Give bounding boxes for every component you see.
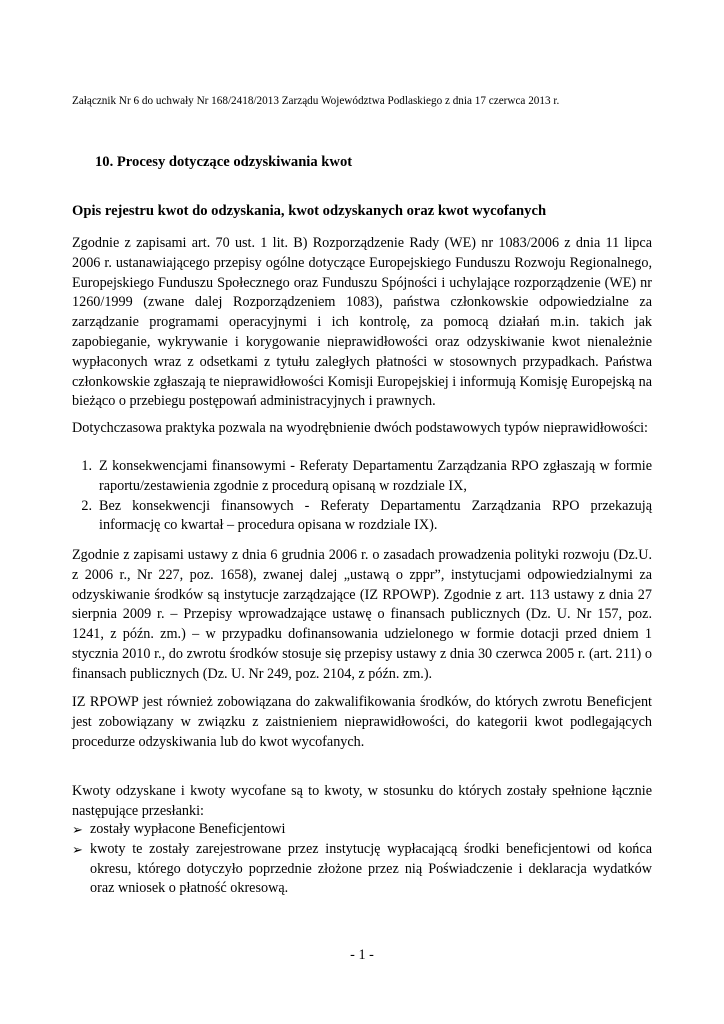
list-marker: 1. [81, 458, 92, 474]
list-item-text: Z konsekwencjami finansowymi - Referaty Departamentu Zarządzania RPO zgłaszają w formie raportu/zestawienia zgodnie z procedurą opisaną w rozdziale IX, [99, 458, 652, 494]
list-item [72, 820, 652, 840]
arrow-bullet-icon: ➢ [72, 841, 83, 857]
list-item [72, 840, 652, 899]
list-item-text: kwoty te zostały zarejestrowane przez instytucję wypłacającą środki beneficjentowi od końca okresu, którego dotyczyło poprzednie złożone przez nią Poświadczenie i deklaracja wydatków oraz wniosek o płatność okresową. [90, 840, 652, 897]
paragraph-practice: Dotychczasowa praktyka pozwala na wyodrębnienie dwóch podstawowych typów nieprawidłowości: [72, 420, 648, 436]
paragraph-regulation: Zgodnie z zapisami art. 70 ust. 1 lit. B) Rozporządzenie Rady (WE) nr 1083/2006 z dnia 11 lipca 2006 r. ustanawiającego przepisy ogólne dotyczące Europejskiego Funduszu Rozwoju Regionalnego, Europejskiego Funduszu Społecznego oraz Funduszu Spójności i uchylające rozporządzenie (WE) nr 1260/1999 (zwane dalej Rozporządzeniem 1083), państwa członkowskie odpowiedzialne za zarządzanie programami operacyjnymi i ich kontrolę, za pomocą działań m.in. takich jak zapobieganie, wykrywanie i korygowanie nieprawidłowości oraz odzyskiwanie kwot nienależnie wypłaconych wraz z odsetkami z tytułu zaległych płatności w stosownych przypadkach. Państwa członkowskie zgłaszają te nieprawidłowości Komisji Europejskiej i informują Komisję Europejską na bieżąco o przebiegu postępowań administracyjnych i prawnych. [72, 235, 652, 410]
arrow-bullet-icon: ➢ [72, 822, 83, 837]
list-item-text: zostały wypłacone Beneficjentowi [90, 821, 286, 837]
paragraph-law: Zgodnie z zapisami ustawy z dnia 6 grudnia 2006 r. o zasadach prowadzenia polityki rozwoju (Dz.U. z 2006 r., Nr 227, poz. 1658), zwanej dalej „ustawą o zppr”, instytucjami odpowiedzialnymi za odzyskiwanie środków są instytucje zarządzające (IZ RPOWP). Zgodnie z art. 113 ustawy z dnia 27 sierpnia 2009 r. – Przepisy wprowadzające ustawę o finansach publicznych (Dz. U. Nr 157, poz. 1241, z późn. zm.) – w przypadku dofinansowania udzielonego w formie dotacji przed dniem 1 stycznia 2010 r., do zwrotu środków stosuje się przepisy ustawy z dnia 30 czerwca 2005 r. (art. 211) o finansach publicznych (Dz. U. Nr 249, poz. 2104, z późn. zm.). [72, 547, 652, 682]
subtitle: Opis rejestru kwot do odzyskania, kwot odzyskanych oraz kwot wycofanych [72, 203, 547, 219]
paragraph-izrpowp: IZ RPOWP jest również zobowiązana do zakwalifikowania środków, do których zwrotu Beneficjent jest zobowiązany w związku z zaistnieniem nieprawidłowości, do kategorii kwot podlegających procedurze odzyskiwania lub do kwot wycofanych. [72, 694, 652, 750]
list-item [72, 497, 652, 537]
bullet-list [72, 820, 652, 899]
paragraph-recovered-amounts: Kwoty odzyskane i kwoty wycofane są to kwoty, w stosunku do których zostały spełnione łącznie następujące przesłanki: [72, 783, 652, 819]
list-item-text: Bez konsekwencji finansowych - Referaty Departamentu Zarządzania RPO przekazują informację co kwartał – procedura opisana w rozdziale IX). [99, 497, 652, 534]
list-item [72, 457, 652, 497]
attachment-header: Załącznik Nr 6 do uchwały Nr 168/2418/2013 Zarządu Województwa Podlaskiego z dnia 17 czerwca 2013 r. [72, 95, 560, 107]
numbered-list [72, 457, 652, 536]
section-heading: 10. Procesy dotyczące odzyskiwania kwot [95, 154, 353, 170]
page-number: - 1 - [350, 947, 374, 963]
list-marker: 2. [81, 497, 92, 514]
